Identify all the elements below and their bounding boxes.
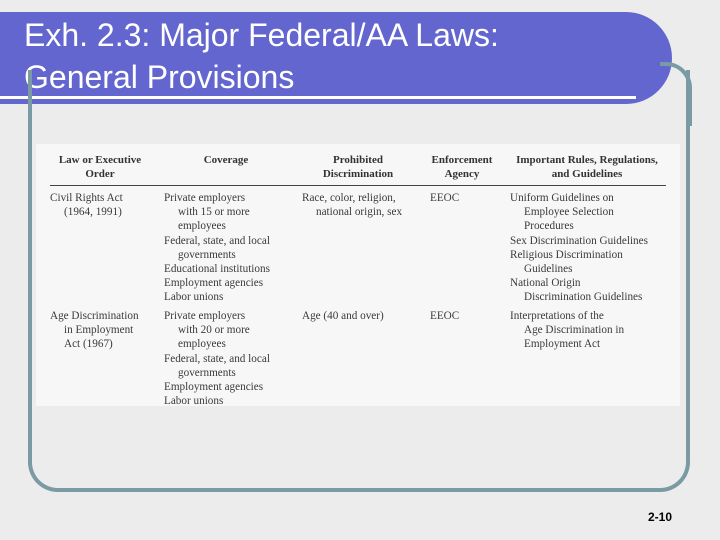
row2-law <box>50 309 139 352</box>
row1-coverage-line: employees <box>178 220 226 233</box>
row2-coverage-line: with 20 or more <box>178 324 250 337</box>
row1-law-line: (1964, 1991) <box>64 206 122 219</box>
header-prohibited-line2: Discrimination <box>322 167 394 180</box>
header-enforcement <box>424 154 500 181</box>
row2-law-line: Age Discrimination <box>50 310 139 322</box>
row1-rules-line: Guidelines <box>524 263 573 276</box>
row1-law-line: Civil Rights Act <box>50 192 123 204</box>
row2-rules <box>510 309 624 352</box>
row1-coverage-line: Federal, state, and local <box>164 234 270 247</box>
row1-rules-line: Sex Discrimination Guidelines <box>510 234 648 247</box>
row2-coverage-line: Labor unions <box>164 395 224 408</box>
row1-coverage-line: with 15 or more <box>178 206 250 219</box>
header-enforcement-line2: Agency <box>444 167 480 180</box>
row2-coverage <box>164 309 270 408</box>
row1-agency: EEOC <box>430 192 460 204</box>
header-prohibited <box>298 154 418 181</box>
header-law-line1: Law or Executive <box>58 154 142 166</box>
header-coverage-line1: Coverage <box>203 154 249 166</box>
row1-coverage <box>164 191 270 305</box>
row1-law <box>50 191 123 219</box>
row1-rules-line: Religious Discrimination <box>510 248 623 261</box>
row2-rules-line: Employment Act <box>524 338 601 351</box>
header-enforcement-line1: Enforcement <box>431 154 493 166</box>
row2-prohibited <box>302 309 384 323</box>
row1-rules-line: National Origin <box>510 277 581 290</box>
row1-coverage-line: Employment agencies <box>164 277 264 290</box>
row1-rules <box>510 191 648 305</box>
row1-rules-line: Uniform Guidelines on <box>510 192 614 204</box>
header-rules <box>506 154 668 181</box>
page-number: 2-10 <box>648 510 673 524</box>
row2-coverage-line: Federal, state, and local <box>164 352 270 365</box>
header-law-line2: Order <box>85 167 115 180</box>
header-divider <box>50 185 666 186</box>
row1-prohibited-line: Race, color, religion, <box>302 192 396 204</box>
row1-coverage-line: governments <box>178 248 236 261</box>
title-line-1: Exh. 2.3: Major Federal/AA Laws: <box>24 17 499 53</box>
row2-prohibited-line: Age (40 and over) <box>302 310 384 322</box>
header-prohibited-line1: Prohibited <box>333 154 383 166</box>
row2-coverage-line: governments <box>178 366 236 379</box>
row1-coverage-line: Private employers <box>164 192 246 204</box>
header-law <box>50 154 150 181</box>
row1-rules-line: Employee Selection <box>524 206 614 219</box>
row1-coverage-line: Labor unions <box>164 291 224 304</box>
row2-coverage-line: Employment agencies <box>164 381 264 394</box>
row2-rules-line: Age Discrimination in <box>524 324 625 337</box>
row1-rules-line: Procedures <box>524 220 574 233</box>
exhibit-table <box>36 144 680 406</box>
header-rules-line2: and Guidelines <box>551 167 623 180</box>
row2-coverage-line: employees <box>178 338 226 351</box>
row2-law-line: Act (1967) <box>64 338 113 351</box>
row2-rules-line: Interpretations of the <box>510 310 604 322</box>
row2-coverage-line: Private employers <box>164 310 246 322</box>
row2-law-line: in Employment <box>64 324 134 337</box>
row2-agency: EEOC <box>430 310 460 322</box>
row1-coverage-line: Educational institutions <box>164 263 270 276</box>
header-rules-line1: Important Rules, Regulations, <box>516 154 658 166</box>
row1-prohibited <box>302 191 402 219</box>
row1-prohibited-line: national origin, sex <box>316 206 403 219</box>
header-coverage <box>166 154 286 168</box>
title-line-2: General Provisions <box>24 59 295 95</box>
row1-rules-line: Discrimination Guidelines <box>524 291 643 304</box>
